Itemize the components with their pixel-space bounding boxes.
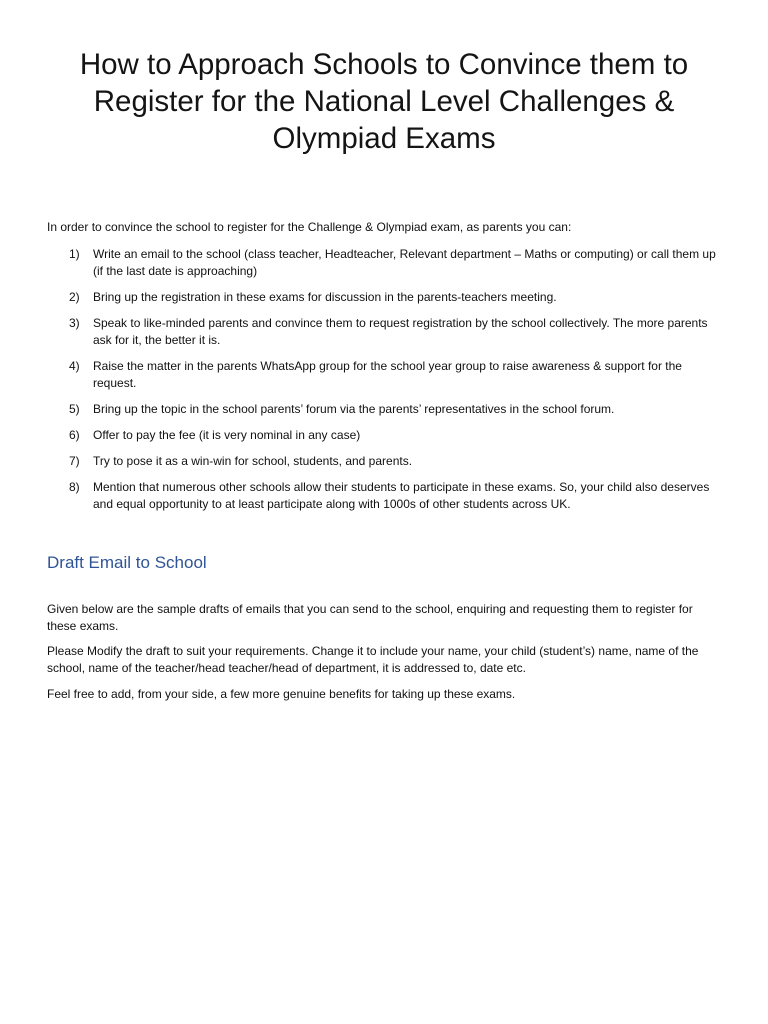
step-number: 5) <box>69 402 80 416</box>
step-text: Raise the matter in the parents WhatsApp group for the school year group to raise awareness & support for the request. <box>93 359 682 390</box>
step-text: Bring up the registration in these exams for discussion in the parents-teachers meeting. <box>93 290 557 304</box>
title-line: How to Approach Schools to Convince them to <box>79 48 689 81</box>
step-text: Mention that numerous other schools allow their students to participate in these exams. So, your child also deserves and equal opportunity to at least participate along with 1000s of other students across UK. <box>93 480 710 511</box>
step-number: 7) <box>69 454 80 468</box>
section-heading: Draft Email to School <box>47 553 207 572</box>
intro-paragraph: In order to convince the school to register for the Challenge & Olympiad exam, as parents you can: <box>47 220 572 234</box>
body-paragraph: Feel free to add, from your side, a few more genuine benefits for taking up these exams. <box>47 687 516 701</box>
list-item <box>47 289 727 306</box>
list-item <box>47 427 727 444</box>
body-paragraph: Given below are the sample drafts of emails that you can send to the school, enquiring and requesting them to register for these exams. <box>47 602 693 633</box>
list-item <box>47 479 727 513</box>
step-number: 8) <box>69 480 80 494</box>
steps-list <box>47 246 727 522</box>
list-item <box>47 315 727 349</box>
step-number: 2) <box>69 290 80 304</box>
step-text: Write an email to the school (class teacher, Headteacher, Relevant department – Maths or computing) or call them up (if the last date is approaching) <box>93 247 716 278</box>
body-paragraph: Please Modify the draft to suit your requirements. Change it to include your name, your child (student’s) name, name of the school, name of the teacher/head teacher/head of department, it is addressed to, date etc. <box>47 644 699 675</box>
list-item <box>47 401 727 418</box>
step-text: Try to pose it as a win-win for school, students, and parents. <box>93 454 413 468</box>
title-line: Olympiad Exams <box>272 122 496 155</box>
step-number: 6) <box>69 428 80 442</box>
step-number: 3) <box>69 316 80 330</box>
step-number: 4) <box>69 359 80 373</box>
list-item <box>47 246 727 280</box>
list-item <box>47 453 727 470</box>
step-number: 1) <box>69 247 80 261</box>
step-text: Bring up the topic in the school parents’ forum via the parents’ representatives in the school forum. <box>93 402 615 416</box>
title-line: Register for the National Level Challenges & <box>93 85 675 118</box>
page-title <box>30 46 738 157</box>
step-text: Speak to like-minded parents and convince them to request registration by the school collectively. The more parents ask for it, the better it is. <box>93 316 708 347</box>
list-item <box>47 358 727 392</box>
step-text: Offer to pay the fee (it is very nominal in any case) <box>93 428 361 442</box>
